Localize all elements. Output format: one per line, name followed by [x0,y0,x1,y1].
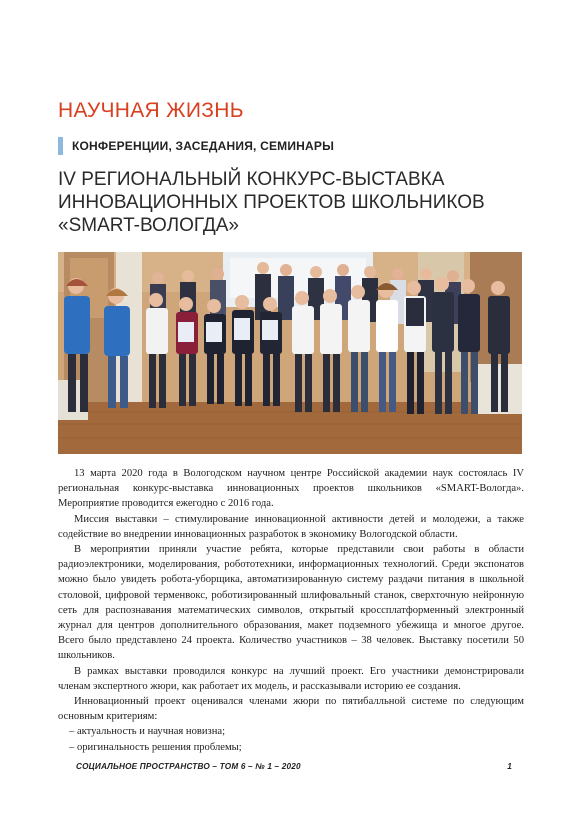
subsection-title: КОНФЕРЕНЦИИ, ЗАСЕДАНИЯ, СЕМИНАРЫ [72,139,335,153]
article-title-line: IV РЕГИОНАЛЬНЫЙ КОНКУРС-ВЫСТАВКА [58,169,445,190]
group-photo [58,252,522,454]
paragraph: Инновационный проект оценивался членами жюри по пятибалльной системе по следующим основным критериям: [58,696,524,723]
journal-citation: СОЦИАЛЬНОЕ ПРОСТРАНСТВО – ТОМ 6 – № 1 – 2020 [76,762,301,771]
article-title-line: «SMART-ВОЛОГДА» [58,215,239,236]
section-title: НАУЧНАЯ ЖИЗНЬ [58,99,244,122]
paragraph: 13 марта 2020 года в Вологодском научном центре Российской академии наук состоялась IV региональная конкурс-выставка инновационных проектов школьников «SMART-Вологда». Мероприятие проводится ежегодно с 2016 года. [58,468,524,510]
article-title-line: ИННОВАЦИОННЫХ ПРОЕКТОВ ШКОЛЬНИКОВ [58,192,485,213]
subsection-heading [58,136,334,156]
page-footer [76,762,512,771]
paragraph: В мероприятии приняли участие ребята, которые представили свои работы в области радиоэлектроники, моделирования, робототехники, информационных технологий. Среди экспонатов можно было увидеть робота-уборщика, автоматизированную систему раздачи питания в школьной столовой, цифровой терменвокс, роботизированный шлифовальный станок, сверхточную нейронную сеть для распознавания математических символов, открытый кроссплатформенный электронный журнал для центров дополнительного образования, макет подземного убежища и многое другое. Всего было представлено 24 проекта. Количество участников – 38 человек. Выставку посетили 50 школьников. [58,544,524,662]
paragraph: В рамках выставки проводился конкурс на лучший проект. Его участники демонстрировали членам экспертного жюри, как работает их модель, и рассказывали историю ее создания. [58,665,524,692]
criteria-item: – оригинальность решения проблемы; [69,741,242,753]
page-number: 1 [507,762,512,771]
criteria-item: – актуальность и научная новизна; [69,726,226,738]
paragraph: Миссия выставки – стимулирование инновационной активности детей и молодежи, а также содействие во внедрении инновационных разработок в экономику Вологодской области. [58,513,524,540]
subsection-accent-bar [58,137,63,155]
article-body [58,466,524,755]
article-title [58,168,528,237]
